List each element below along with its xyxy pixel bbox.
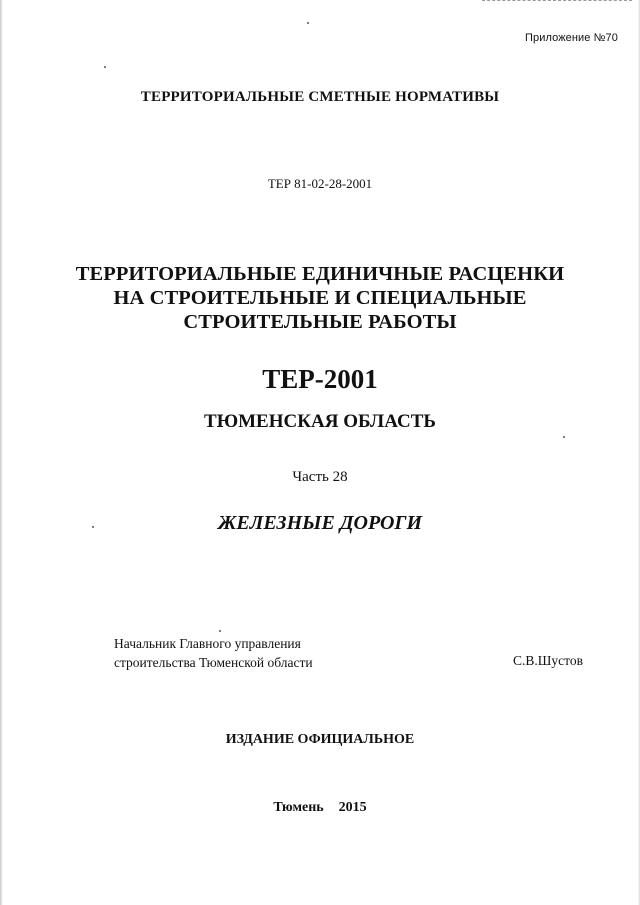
scan-edge-left (0, 0, 3, 905)
main-title-line-1: ТЕРРИТОРИАЛЬНЫЕ ЕДИНИЧНЫЕ РАСЦЕНКИ (75, 263, 565, 285)
document-code: ТЕР 81-02-28-2001 (267, 176, 373, 191)
city-year: Тюмень 2015 (273, 800, 367, 815)
signer-position-line-1: Начальник Главного управления (114, 636, 301, 651)
header-title: ТЕРРИТОРИАЛЬНЫЕ СМЕТНЫЕ НОРМАТИВЫ (140, 89, 500, 105)
signer-position-line-2: строительства Тюменской области (114, 655, 313, 670)
region-name: ТЮМЕНСКАЯ ОБЛАСТЬ (204, 411, 436, 432)
section-name: ЖЕЛЕЗНЫЕ ДОРОГИ (217, 512, 423, 534)
scan-top-dash (482, 0, 632, 2)
scan-speck (307, 22, 309, 24)
edition-label: ИЗДАНИЕ ОФИЦИАЛЬНОЕ (225, 732, 415, 747)
appendix-label: Приложение №70 (524, 32, 618, 44)
signer-name: С.В.Шустов (513, 653, 583, 668)
main-title (0, 262, 640, 334)
scan-speck (563, 436, 565, 438)
scan-speck (219, 630, 221, 632)
part-number: Часть 28 (292, 469, 348, 485)
signer-position (114, 634, 313, 672)
main-title-line-2: НА СТРОИТЕЛЬНЫЕ И СПЕЦИАЛЬНЫЕ (113, 287, 527, 309)
standard-code: ТЕР-2001 (262, 364, 378, 394)
scan-speck (104, 66, 106, 68)
main-title-line-3: СТРОИТЕЛЬНЫЕ РАБОТЫ (183, 311, 457, 333)
